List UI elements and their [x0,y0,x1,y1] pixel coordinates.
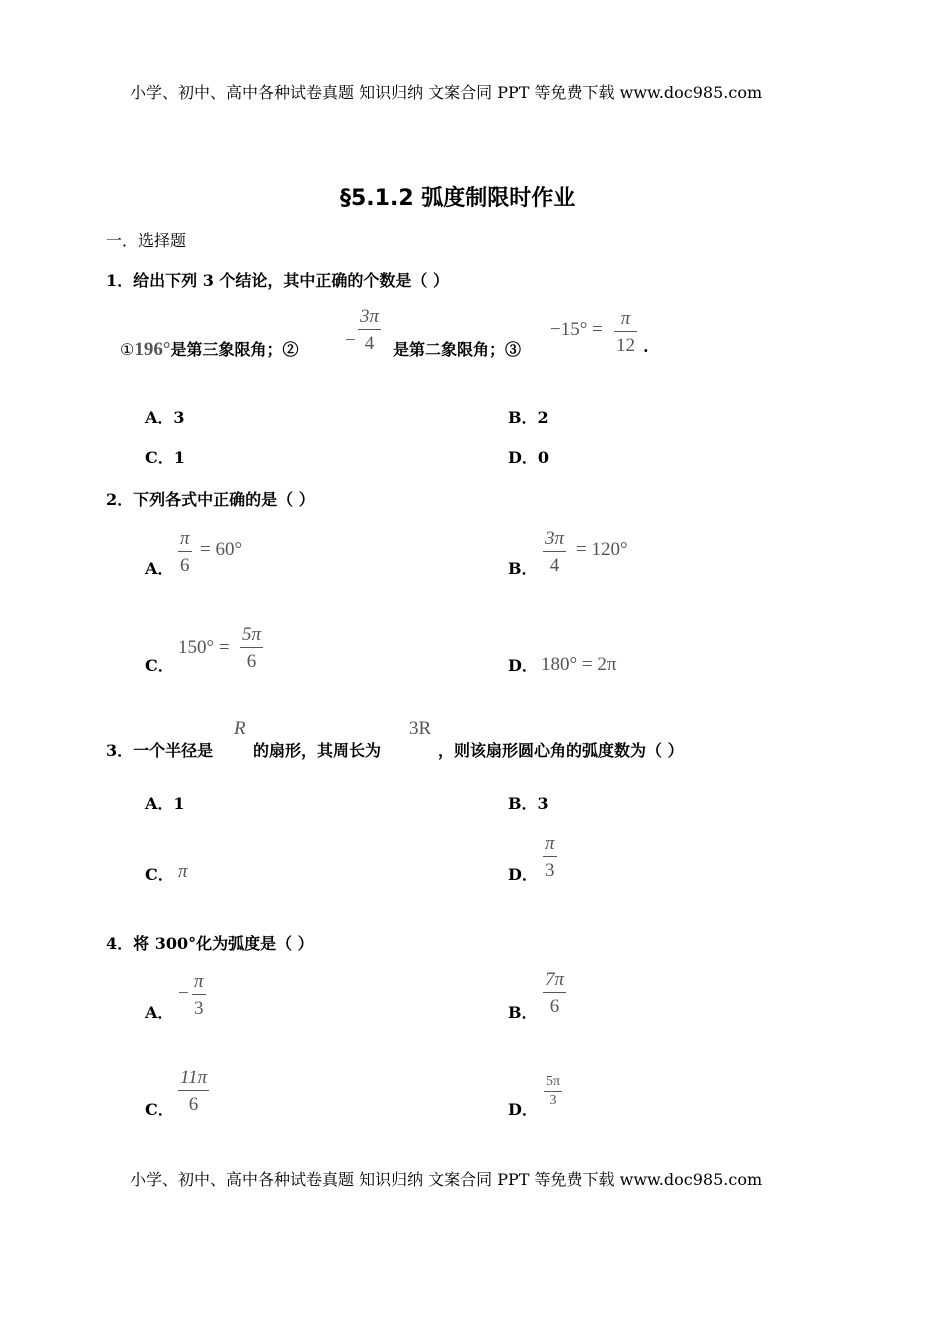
q1-minus-sign: − [345,330,356,351]
question-1-stem: 1．给出下列 3 个结论，其中正确的个数是（ ） [106,271,449,290]
page-title: §5.1.2 弧度制限时作业 [340,186,576,211]
q1-frac2-den: 12 [614,331,637,355]
q4-option-d-fraction [544,1075,562,1108]
q4-option-c-fraction [178,1068,209,1114]
q1-text-1: 是第三象限角；② [170,340,299,359]
q4-option-b-fraction [543,970,566,1016]
q1-circled-1: ① [120,340,135,359]
q2-option-c-label[interactable]: C． [145,656,174,675]
q2-c-num: 5π [242,624,262,645]
q2-option-c-fraction [240,625,263,671]
q2-option-d-label[interactable]: D． [508,656,538,675]
q4-a-den: 3 [192,994,206,1018]
q1-angle-196: 196° [134,339,171,360]
q2-option-a-label[interactable]: A． [145,559,174,578]
q4-option-a-label[interactable]: A． [145,1003,174,1022]
page-header: 小学、初中、高中各种试卷真题 知识归纳 文案合同 PPT 等免费下载 www.doc985.com [130,83,763,102]
question-4-stem: 4．将 300°化为弧度是（ ） [106,934,314,953]
question-2-stem: 2．下列各式中正确的是（ ） [106,490,315,509]
q1-fraction-pi-12 [614,309,637,355]
q2-a-num: π [180,528,190,549]
q4-option-c-label[interactable]: C． [145,1100,174,1119]
q4-option-a-minus: − [178,983,189,1004]
q3-option-d-label[interactable]: D． [508,865,538,884]
q3-d-den: 3 [543,856,557,880]
q3-option-c-label[interactable]: C． [145,865,174,884]
question-3-stem-a: 3．一个半径是 [106,741,214,760]
q3-option-a[interactable]: A．1 [145,794,185,813]
q4-d-num: 5π [546,1074,561,1089]
q1-frac1-den: 4 [358,329,381,353]
q3-3R: 3R [409,718,432,739]
question-3-stem-b: 的扇形，其周长为 [253,741,382,760]
q1-option-c[interactable]: C．1 [145,448,185,467]
q1-option-a[interactable]: A．3 [145,408,185,427]
q2-option-a-rhs: = 60° [200,539,243,560]
section-heading: 一．选择题 [106,231,187,250]
q1-option-b[interactable]: B．2 [508,408,549,427]
q3-option-d-fraction [543,834,557,880]
q2-option-b-rhs: = 120° [576,539,628,560]
q2-c-den: 6 [240,647,263,671]
q4-d-den: 3 [544,1091,562,1108]
q2-option-b-label[interactable]: B． [508,559,538,578]
q1-period: . [643,337,649,356]
q4-b-den: 6 [543,992,566,1016]
q4-option-b-label[interactable]: B． [508,1003,538,1022]
q2-option-b-fraction [543,529,566,575]
q4-b-num: 7π [545,969,565,990]
q2-option-c-lhs: 150° = [178,637,230,658]
q1-option-d[interactable]: D．0 [508,448,550,467]
q2-a-den: 6 [178,551,192,575]
q4-c-num: 11π [180,1067,208,1088]
q2-b-den: 4 [543,551,566,575]
q3-d-num: π [545,833,555,854]
q1-text-2: 是第二象限角；③ [393,340,522,359]
q1-fraction-3pi-4 [358,307,381,353]
q1-statements [120,337,298,361]
q1-neg15: −15° = [550,319,603,340]
q1-frac1-num: 3π [360,306,380,327]
page-footer: 小学、初中、高中各种试卷真题 知识归纳 文案合同 PPT 等免费下载 www.doc985.com [130,1170,763,1189]
q3-perimeter-3R [409,718,431,740]
q3-option-b[interactable]: B．3 [508,794,549,813]
q3-option-c-pi: π [178,861,188,882]
question-3-stem-c: ，则该扇形圆心角的弧度数为（ ） [438,741,684,760]
q4-option-d-label[interactable]: D． [508,1100,538,1119]
q2-b-num: 3π [545,528,565,549]
q2-option-d-expr: 180° = 2π [541,654,617,675]
q1-frac2-num: π [620,308,631,329]
q4-option-a-fraction [192,972,206,1018]
q4-c-den: 6 [178,1090,209,1114]
q4-a-num: π [194,971,204,992]
q2-option-a-fraction [178,529,192,575]
q3-radius-R: R [234,718,246,739]
